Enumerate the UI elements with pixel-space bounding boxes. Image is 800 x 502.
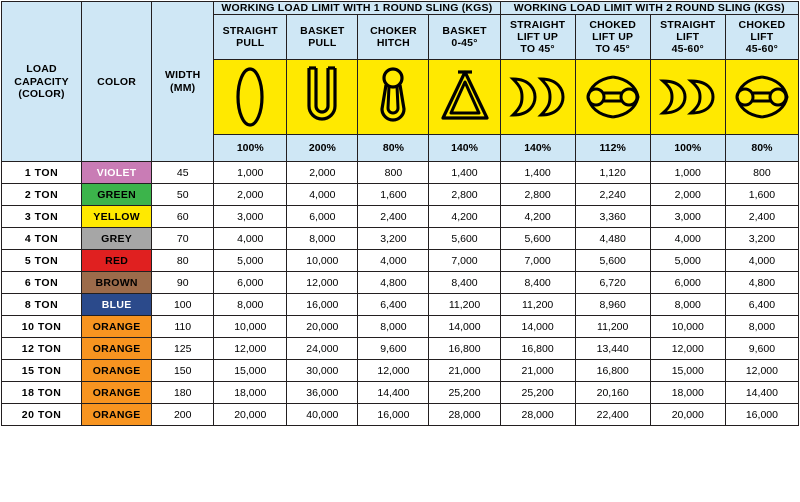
cell-width: 125 <box>152 338 214 360</box>
cell-capacity: 12 TON <box>2 338 82 360</box>
header-group-two-sling: WORKING LOAD LIMIT WITH 2 ROUND SLING (KGS) <box>500 2 798 15</box>
cell-choked-lift-up-45: 8,960 <box>575 294 650 316</box>
cell-basket-pull: 20,000 <box>287 316 358 338</box>
percent-basket-0-45: 140% <box>429 135 500 162</box>
cell-width: 150 <box>152 360 214 382</box>
cell-straight-lift-45-60: 2,000 <box>650 184 725 206</box>
straight-pull-icon <box>230 66 270 128</box>
cell-straight-lift-up-45: 16,800 <box>500 338 575 360</box>
choked-lift-up-45-icon <box>582 71 644 123</box>
cell-choker-hitch: 2,400 <box>358 206 429 228</box>
cell-capacity: 8 TON <box>2 294 82 316</box>
cell-choked-lift-45-60: 4,800 <box>725 272 798 294</box>
cell-basket-pull: 10,000 <box>287 250 358 272</box>
cell-choker-hitch: 6,400 <box>358 294 429 316</box>
cell-capacity: 6 TON <box>2 272 82 294</box>
cell-choked-lift-45-60: 14,400 <box>725 382 798 404</box>
cell-straight-lift-up-45: 28,000 <box>500 404 575 426</box>
cell-choker-hitch: 14,400 <box>358 382 429 404</box>
percent-choked-lift-45-60: 80% <box>725 135 798 162</box>
cell-width: 80 <box>152 250 214 272</box>
cell-width: 100 <box>152 294 214 316</box>
cell-straight-pull: 6,000 <box>214 272 287 294</box>
pictogram-cell-choker-hitch <box>358 60 429 135</box>
cell-choked-lift-45-60: 3,200 <box>725 228 798 250</box>
cell-straight-pull: 20,000 <box>214 404 287 426</box>
cell-straight-lift-up-45: 14,000 <box>500 316 575 338</box>
header-load-capacity-line2: CAPACITY <box>14 75 69 88</box>
header-choked-lift-45-60 <box>725 15 798 60</box>
cell-basket-0-45: 21,000 <box>429 360 500 382</box>
table-row <box>2 382 799 404</box>
cell-basket-0-45: 8,400 <box>429 272 500 294</box>
cell-straight-lift-up-45: 1,400 <box>500 162 575 184</box>
cell-width: 200 <box>152 404 214 426</box>
cell-capacity: 15 TON <box>2 360 82 382</box>
header-basket-pull-line2: PULL <box>308 37 337 50</box>
cell-straight-lift-45-60: 10,000 <box>650 316 725 338</box>
header-width-line2: (MM) <box>170 81 196 94</box>
cell-choker-hitch: 9,600 <box>358 338 429 360</box>
cell-basket-pull: 16,000 <box>287 294 358 316</box>
header-choker-hitch-line2: HITCH <box>376 37 410 50</box>
cell-basket-pull: 30,000 <box>287 360 358 382</box>
cell-choker-hitch: 1,600 <box>358 184 429 206</box>
cell-straight-pull: 1,000 <box>214 162 287 184</box>
header-straight-pull-line1: STRAIGHT <box>222 25 278 37</box>
table-row <box>2 228 799 250</box>
cell-straight-lift-45-60: 15,000 <box>650 360 725 382</box>
cell-width: 70 <box>152 228 214 250</box>
header-basket-0-45 <box>429 15 500 60</box>
header-color <box>82 2 152 162</box>
header-straight-lift-45-60-line1: STRAIGHT <box>660 18 716 31</box>
cell-color: ORANGE <box>82 316 152 338</box>
header-choked-lift-up-45-line1: CHOKED <box>589 18 637 31</box>
cell-basket-0-45: 16,800 <box>429 338 500 360</box>
table-row <box>2 316 799 338</box>
header-width <box>152 2 214 162</box>
cell-choked-lift-up-45: 2,240 <box>575 184 650 206</box>
cell-straight-lift-up-45: 2,800 <box>500 184 575 206</box>
cell-color: BLUE <box>82 294 152 316</box>
cell-straight-lift-up-45: 11,200 <box>500 294 575 316</box>
cell-capacity: 1 TON <box>2 162 82 184</box>
percent-straight-lift-up-45: 140% <box>500 135 575 162</box>
table-row <box>2 184 799 206</box>
header-basket-0-45-line1: BASKET <box>442 25 487 37</box>
cell-basket-0-45: 4,200 <box>429 206 500 228</box>
choker-hitch-icon <box>371 65 415 129</box>
cell-color: ORANGE <box>82 360 152 382</box>
cell-straight-lift-up-45: 25,200 <box>500 382 575 404</box>
straight-lift-up-45-icon <box>509 73 567 121</box>
table-row <box>2 162 799 184</box>
pictogram-cell-straight-pull <box>214 60 287 135</box>
cell-straight-lift-up-45: 5,600 <box>500 228 575 250</box>
pictogram-cell-choked-lift-up-45 <box>575 60 650 135</box>
cell-straight-pull: 12,000 <box>214 338 287 360</box>
header-choker-hitch-line1: CHOKER <box>370 25 417 37</box>
group-header-row <box>2 2 799 15</box>
cell-capacity: 3 TON <box>2 206 82 228</box>
cell-straight-lift-45-60: 1,000 <box>650 162 725 184</box>
cell-basket-pull: 6,000 <box>287 206 358 228</box>
header-straight-lift-45-60-line3: 45-60° <box>671 43 704 56</box>
cell-straight-lift-up-45: 8,400 <box>500 272 575 294</box>
cell-choked-lift-45-60: 1,600 <box>725 184 798 206</box>
cell-basket-0-45: 1,400 <box>429 162 500 184</box>
basket-pull-icon <box>298 66 346 128</box>
cell-straight-pull: 5,000 <box>214 250 287 272</box>
wll-chart-sheet <box>0 1 800 502</box>
cell-choked-lift-45-60: 4,000 <box>725 250 798 272</box>
table-row <box>2 404 799 426</box>
percent-straight-lift-45-60: 100% <box>650 135 725 162</box>
cell-capacity: 18 TON <box>2 382 82 404</box>
header-choked-lift-up-45-line3: TO 45° <box>595 43 630 56</box>
header-load-capacity-line3: (COLOR) <box>18 87 65 100</box>
cell-basket-0-45: 28,000 <box>429 404 500 426</box>
cell-straight-lift-45-60: 8,000 <box>650 294 725 316</box>
header-choked-lift-45-60-line3: 45-60° <box>745 43 779 56</box>
cell-basket-pull: 8,000 <box>287 228 358 250</box>
header-straight-lift-45-60 <box>650 15 725 60</box>
cell-straight-lift-45-60: 4,000 <box>650 228 725 250</box>
cell-basket-0-45: 11,200 <box>429 294 500 316</box>
pictogram-cell-basket-0-45 <box>429 60 500 135</box>
cell-capacity: 20 TON <box>2 404 82 426</box>
header-straight-pull <box>214 15 287 60</box>
cell-color: ORANGE <box>82 338 152 360</box>
cell-straight-pull: 8,000 <box>214 294 287 316</box>
header-straight-lift-up-45 <box>500 15 575 60</box>
cell-color: BROWN <box>82 272 152 294</box>
cell-width: 110 <box>152 316 214 338</box>
cell-basket-pull: 36,000 <box>287 382 358 404</box>
cell-choked-lift-up-45: 5,600 <box>575 250 650 272</box>
header-choked-lift-up-45 <box>575 15 650 60</box>
cell-choker-hitch: 800 <box>358 162 429 184</box>
header-width-line1: WIDTH <box>164 69 201 82</box>
choked-lift-45-60-icon <box>731 71 793 123</box>
cell-choked-lift-45-60: 9,600 <box>725 338 798 360</box>
header-straight-lift-up-45-line2: LIFT UP <box>517 31 559 44</box>
cell-choked-lift-up-45: 22,400 <box>575 404 650 426</box>
cell-basket-0-45: 5,600 <box>429 228 500 250</box>
cell-straight-lift-45-60: 6,000 <box>650 272 725 294</box>
cell-basket-pull: 40,000 <box>287 404 358 426</box>
cell-straight-pull: 10,000 <box>214 316 287 338</box>
cell-straight-lift-45-60: 12,000 <box>650 338 725 360</box>
header-choked-lift-45-60-line2: LIFT <box>750 31 774 44</box>
header-basket-pull-line1: BASKET <box>300 25 345 37</box>
pictogram-cell-straight-lift-45-60 <box>650 60 725 135</box>
cell-choker-hitch: 8,000 <box>358 316 429 338</box>
header-straight-pull-line2: PULL <box>236 37 265 50</box>
straight-lift-45-60-icon <box>659 73 717 121</box>
header-basket-pull <box>287 15 358 60</box>
working-load-limit-table <box>1 1 799 426</box>
cell-color: GREEN <box>82 184 152 206</box>
cell-straight-lift-45-60: 20,000 <box>650 404 725 426</box>
cell-choked-lift-up-45: 20,160 <box>575 382 650 404</box>
cell-choked-lift-45-60: 16,000 <box>725 404 798 426</box>
header-straight-lift-45-60-line2: LIFT <box>676 31 700 44</box>
cell-straight-lift-45-60: 5,000 <box>650 250 725 272</box>
cell-choker-hitch: 3,200 <box>358 228 429 250</box>
cell-straight-lift-up-45: 7,000 <box>500 250 575 272</box>
cell-width: 60 <box>152 206 214 228</box>
cell-basket-pull: 2,000 <box>287 162 358 184</box>
cell-basket-0-45: 25,200 <box>429 382 500 404</box>
percent-straight-pull: 100% <box>214 135 287 162</box>
cell-choked-lift-up-45: 11,200 <box>575 316 650 338</box>
table-row <box>2 294 799 316</box>
table-row <box>2 206 799 228</box>
cell-choked-lift-up-45: 3,360 <box>575 206 650 228</box>
cell-basket-pull: 24,000 <box>287 338 358 360</box>
header-load-capacity <box>2 2 82 162</box>
cell-basket-0-45: 7,000 <box>429 250 500 272</box>
cell-color: ORANGE <box>82 404 152 426</box>
pictogram-cell-straight-lift-up-45 <box>500 60 575 135</box>
cell-color: ORANGE <box>82 382 152 404</box>
cell-basket-0-45: 2,800 <box>429 184 500 206</box>
cell-basket-pull: 4,000 <box>287 184 358 206</box>
cell-width: 180 <box>152 382 214 404</box>
header-straight-lift-up-45-line3: TO 45° <box>520 43 555 56</box>
cell-basket-0-45: 14,000 <box>429 316 500 338</box>
cell-capacity: 2 TON <box>2 184 82 206</box>
header-group-one-sling: WORKING LOAD LIMIT WITH 1 ROUND SLING (KGS) <box>214 2 500 15</box>
cell-color: YELLOW <box>82 206 152 228</box>
cell-width: 45 <box>152 162 214 184</box>
percent-choker-hitch: 80% <box>358 135 429 162</box>
cell-choker-hitch: 16,000 <box>358 404 429 426</box>
percent-choked-lift-up-45: 112% <box>575 135 650 162</box>
cell-straight-lift-up-45: 21,000 <box>500 360 575 382</box>
pictogram-cell-choked-lift-45-60 <box>725 60 798 135</box>
cell-choked-lift-up-45: 13,440 <box>575 338 650 360</box>
header-color-line1: COLOR <box>97 75 137 88</box>
cell-choker-hitch: 4,000 <box>358 250 429 272</box>
cell-choked-lift-45-60: 2,400 <box>725 206 798 228</box>
pictogram-cell-basket-pull <box>287 60 358 135</box>
cell-choker-hitch: 12,000 <box>358 360 429 382</box>
cell-capacity: 4 TON <box>2 228 82 250</box>
cell-straight-pull: 4,000 <box>214 228 287 250</box>
cell-straight-lift-45-60: 18,000 <box>650 382 725 404</box>
cell-capacity: 5 TON <box>2 250 82 272</box>
cell-choked-lift-up-45: 1,120 <box>575 162 650 184</box>
table-row <box>2 250 799 272</box>
cell-straight-pull: 18,000 <box>214 382 287 404</box>
header-straight-lift-up-45-line1: STRAIGHT <box>509 18 566 31</box>
cell-choked-lift-45-60: 800 <box>725 162 798 184</box>
header-load-capacity-line1: LOAD <box>26 63 57 76</box>
table-row <box>2 272 799 294</box>
cell-capacity: 10 TON <box>2 316 82 338</box>
table-row <box>2 338 799 360</box>
cell-choker-hitch: 4,800 <box>358 272 429 294</box>
cell-choked-lift-45-60: 6,400 <box>725 294 798 316</box>
header-choked-lift-45-60-line1: CHOKED <box>738 18 786 31</box>
cell-color: RED <box>82 250 152 272</box>
basket-0-45-icon <box>438 68 492 126</box>
cell-color: VIOLET <box>82 162 152 184</box>
cell-width: 90 <box>152 272 214 294</box>
cell-straight-lift-up-45: 4,200 <box>500 206 575 228</box>
header-choker-hitch <box>358 15 429 60</box>
cell-choked-lift-up-45: 16,800 <box>575 360 650 382</box>
cell-choked-lift-45-60: 12,000 <box>725 360 798 382</box>
cell-choked-lift-up-45: 6,720 <box>575 272 650 294</box>
cell-basket-pull: 12,000 <box>287 272 358 294</box>
cell-straight-pull: 2,000 <box>214 184 287 206</box>
cell-straight-pull: 15,000 <box>214 360 287 382</box>
cell-width: 50 <box>152 184 214 206</box>
cell-straight-lift-45-60: 3,000 <box>650 206 725 228</box>
cell-color: GREY <box>82 228 152 250</box>
cell-choked-lift-up-45: 4,480 <box>575 228 650 250</box>
cell-straight-pull: 3,000 <box>214 206 287 228</box>
header-basket-0-45-line2: 0-45° <box>451 37 478 50</box>
table-row <box>2 360 799 382</box>
percent-basket-pull: 200% <box>287 135 358 162</box>
cell-choked-lift-45-60: 8,000 <box>725 316 798 338</box>
header-choked-lift-up-45-line2: LIFT UP <box>592 31 634 44</box>
